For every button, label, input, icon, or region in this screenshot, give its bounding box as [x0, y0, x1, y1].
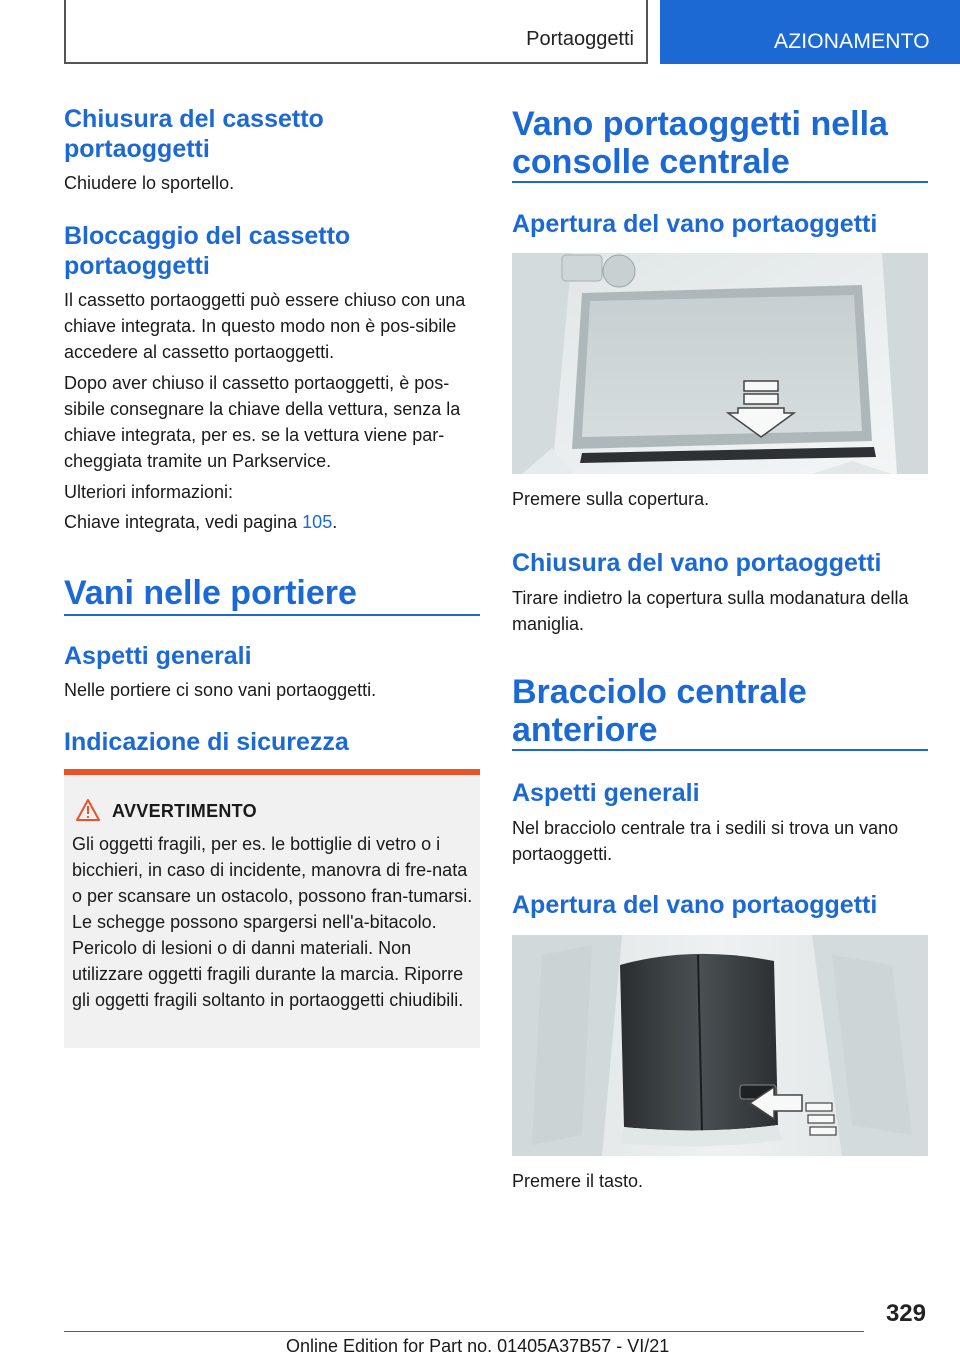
heading-door-pockets: Vani nelle portiere — [64, 574, 357, 612]
heading-general: Aspetti generali — [64, 642, 252, 670]
text-lock-glovebox-1: Il cassetto portaoggetti può essere chiuso con una chiave integrata. In questo modo non è pos-sibile accedere al cassetto portaoggetti. — [64, 290, 466, 362]
heading-close-glovebox: Chiusura del cassetto portaoggetti — [64, 105, 324, 163]
heading-front-armrest: Bracciolo centrale anteriore — [512, 673, 807, 749]
divider-door-pockets — [64, 614, 480, 616]
text-close-glovebox: Chiudere lo sportello. — [64, 173, 235, 193]
key-reference-text: Chiave integrata, vedi pagina — [64, 512, 303, 532]
caption-armrest: Premere il tasto. — [512, 1171, 644, 1191]
footer-divider — [64, 1331, 864, 1332]
key-reference-end: . — [332, 512, 338, 532]
text-lock-glovebox-2: Dopo aver chiuso il cassetto portaoggetti, è pos-sibile consegnare la chiave della vettura, senza la chiave integrata, per es. se la vettura viene par-cheggiata tramite un Parkservice. — [64, 373, 461, 471]
divider-console-storage — [512, 181, 928, 183]
text-armrest-general: Nel bracciolo centrale tra i sedili si trova un vano portaoggetti. — [512, 818, 899, 864]
heading-lock-glovebox: Bloccaggio del cassetto portaoggetti — [64, 222, 351, 280]
footer-edition: Online Edition for Part no. 01405A37B57 - VI/21 — [286, 1336, 670, 1356]
armrest-figure — [512, 935, 928, 1156]
heading-console-storage: Vano portaoggetti nella consolle centrale — [512, 105, 888, 181]
heading-safety: Indicazione di sicurezza — [64, 728, 349, 756]
text-general: Nelle portiere ci sono vani portaoggetti. — [64, 680, 377, 700]
warning-text: Gli oggetti fragili, per es. le bottiglie di vetro o i bicchieri, in caso di incidente, manovra di fre-nata o per scansare un ostacolo, possono fran-tumarsi. Le schegge possono spargersi nell'a-bitacolo. Pericolo di lesioni o di danni materiali. Non utilizzare oggetti fragili durante la marcia. Riporre gli oggetti fragili soltanto in portaoggetti chiudibili. — [72, 834, 473, 1010]
text-more-info: Ulteriori informazioni: — [64, 482, 234, 502]
page-number: 329 — [885, 1300, 926, 1327]
console-storage-figure — [512, 253, 928, 474]
header-section-title: Portaoggetti — [526, 28, 634, 50]
caption-console: Premere sulla copertura. — [512, 489, 710, 509]
page-link-105[interactable]: 105 — [302, 512, 333, 532]
divider-front-armrest — [512, 749, 928, 751]
heading-close-console: Chiusura del vano portaoggetti — [512, 549, 882, 577]
text-close-console: Tirare indietro la copertura sulla modanatura della maniglia. — [512, 588, 909, 634]
heading-open-armrest: Apertura del vano portaoggetti — [512, 891, 878, 919]
header-section-box — [64, 0, 648, 64]
heading-armrest-general: Aspetti generali — [512, 779, 700, 807]
header-chapter-tab: AZIONAMENTO — [660, 0, 960, 64]
console-storage-illustration — [512, 253, 928, 474]
armrest-illustration — [512, 935, 928, 1156]
text-key-reference — [64, 509, 480, 535]
heading-open-console: Apertura del vano portaoggetti — [512, 210, 878, 238]
warning-triangle-icon — [76, 799, 100, 821]
warning-title: AVVERTIMENTO — [112, 801, 257, 821]
warning-box — [64, 769, 480, 1048]
